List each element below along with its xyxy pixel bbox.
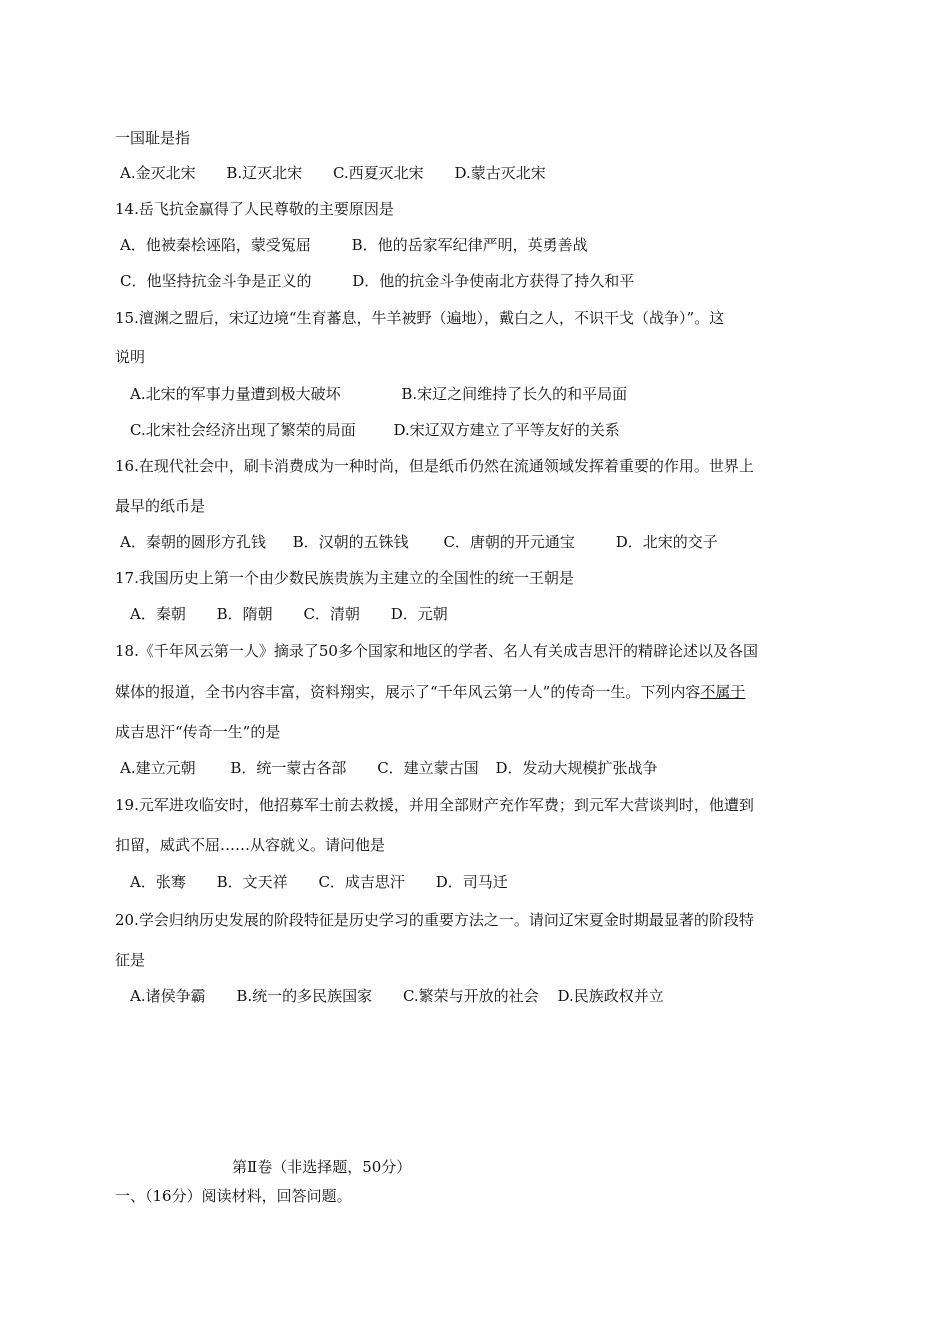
q15-option-a: A.北宋的军事力量遭到极大破坏 [130,385,341,403]
q16-option-d: D．北宋的交子 [615,533,718,551]
q15-options-row1 [130,384,627,404]
q13-stem-tail: 一国耻是指 [115,129,191,147]
q16-stem-line2: 最早的纸币是 [115,497,206,515]
part2-section1-heading: 一、（16分）阅读材料，回答问题。 [115,1187,352,1205]
q17-option-c: C．清朝 [303,605,360,623]
q19-option-a: A．张骞 [130,873,186,891]
q20-option-c: C.繁荣与开放的社会 [402,987,539,1005]
q14-stem: 14.岳飞抗金赢得了人民尊敬的主要原因是 [115,200,394,218]
q17-options [130,604,448,624]
q19-option-d: D．司马迁 [435,873,508,891]
q13-option-d: D.蒙古灭北宋 [454,164,546,182]
q17-option-d: D．元朝 [390,605,448,623]
q16-stem-line1: 16.在现代社会中，刷卡消费成为一种时尚，但是纸币仍然在流通领域发挥着重要的作用。世界上 [115,457,754,475]
q19-option-c: C．成吉思汗 [318,873,405,891]
q18-option-b: B．统一蒙古各部 [230,759,347,777]
q13-option-b: B.辽灭北宋 [226,164,303,182]
q16-option-b: B．汉朝的五铢钱 [292,533,409,551]
q13-option-a: A.金灭北宋 [120,164,196,182]
q15-stem-line2: 说明 [115,348,146,366]
q18-option-d: D．发动大规模扩张战争 [495,759,658,777]
q16-option-c: C．唐朝的开元通宝 [443,533,575,551]
q18-underlined-not-belong: 不属于 [700,683,746,701]
q18-stem-line2-text: 媒体的报道，全书内容丰富，资料翔实，展示了“千年风云第一人”的传奇一生。下列内容 [115,683,701,701]
q14-option-c: C．他坚持抗金斗争是正义的 [120,272,312,290]
q14-option-b: B．他的岳家军纪律严明，英勇善战 [351,236,588,254]
q15-option-d: D.宋辽双方建立了平等友好的关系 [393,421,620,439]
q18-stem-line1: 18.《千年风云第一人》摘录了50多个国家和地区的学者、名人有关成吉思汗的精辟论述以及各国 [115,642,758,660]
q18-option-a: A.建立元朝 [120,759,196,777]
q20-option-a: A.诸侯争霸 [130,987,206,1005]
q19-option-b: B．文天祥 [216,873,288,891]
q14-option-d: D．他的抗金斗争使南北方获得了持久和平 [352,272,635,290]
q17-option-b: B．隋朝 [216,605,273,623]
q19-stem-line1: 19.元军进攻临安时，他招募军士前去救援，并用全部财产充作军费；到元军大营谈判时，他遭到 [115,796,754,814]
q16-options [120,532,718,552]
q16-option-a: A．秦朝的圆形方孔钱 [120,533,266,551]
q20-stem-line1: 20.学会归纳历史发展的阶段特征是历史学习的重要方法之一。请问辽宋夏金时期最显著的阶段特 [115,911,754,929]
q18-stem-line2 [115,682,745,702]
q19-options [130,872,508,892]
q20-option-b: B.统一的多民族国家 [236,987,373,1005]
q18-option-c: C．建立蒙古国 [377,759,479,777]
q17-option-a: A．秦朝 [130,605,186,623]
q20-options [130,986,664,1006]
q20-option-d: D.民族政权并立 [557,987,664,1005]
q18-stem-line3: 成吉思汗“传奇一生”的是 [115,723,281,741]
q17-stem: 17.我国历史上第一个由少数民族贵族为主建立的全国性的统一王朝是 [115,569,574,587]
q15-stem-line1: 15.澶渊之盟后，宋辽边境“生育蕃息，牛羊被野（遍地），戴白之人，不识干戈（战争）”。这 [115,309,725,327]
q15-options-row2 [130,420,620,440]
q13-option-c: C.西夏灭北宋 [332,164,424,182]
q13-options [120,163,546,183]
q14-option-a: A．他被秦桧诬陷，蒙受冤屈 [120,236,311,254]
q14-options-row2 [120,271,634,291]
q15-option-b: B.宋辽之间维持了长久的和平局面 [401,385,628,403]
q14-options-row1 [120,235,588,255]
q18-options [120,758,658,778]
part2-title: 第Ⅱ卷（非选择题，50分） [232,1158,412,1176]
q19-stem-line2: 扣留，威武不屈……从容就义。请问他是 [115,836,386,854]
q15-option-c: C.北宋社会经济出现了繁荣的局面 [130,421,356,439]
q20-stem-line2: 征是 [115,951,146,969]
